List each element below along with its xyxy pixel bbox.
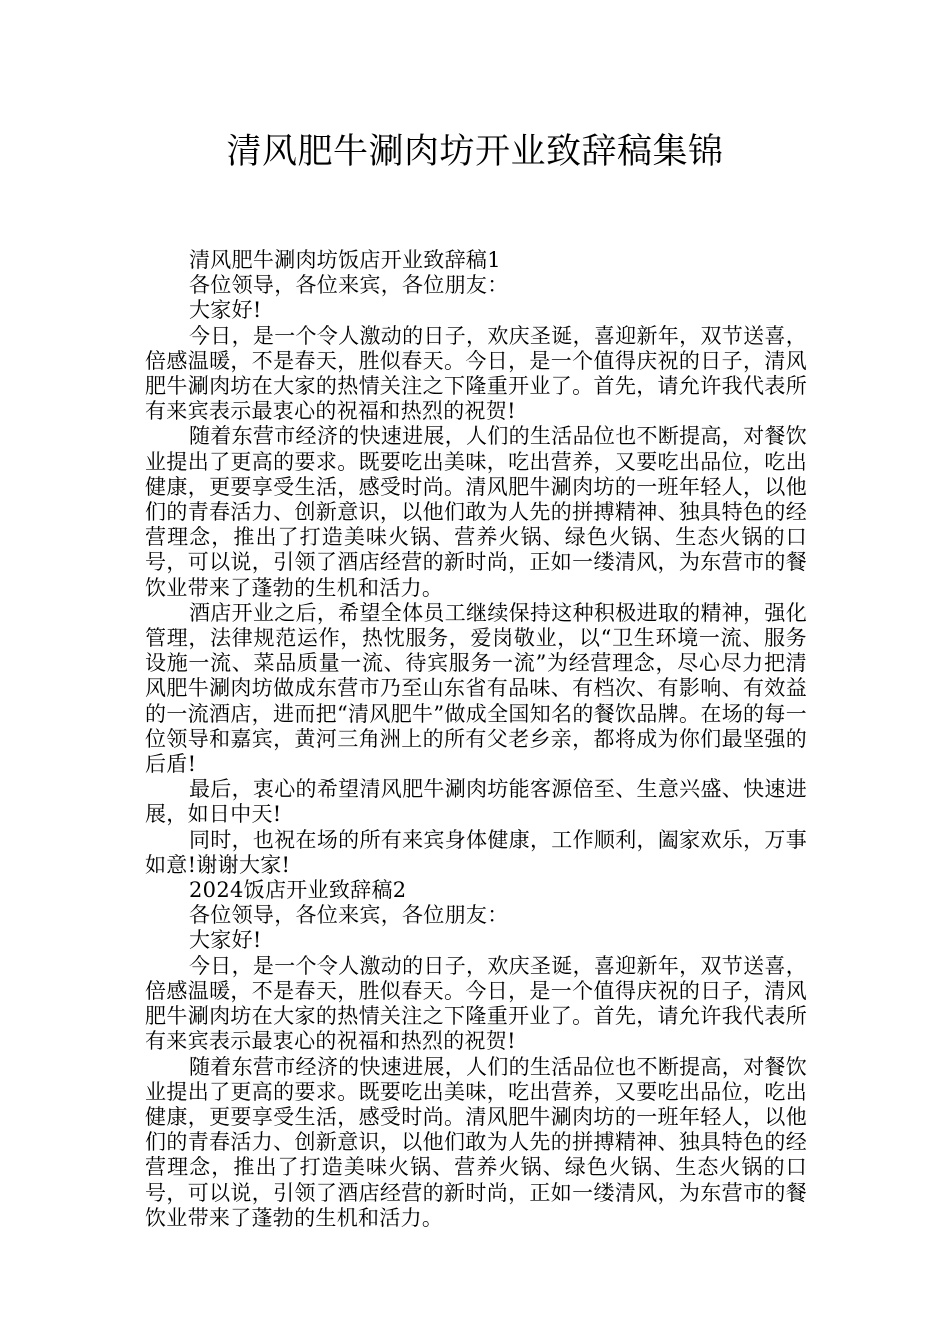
- section-heading-1: 清风肥牛涮肉坊饭店开业致辞稿1: [189, 248, 501, 272]
- document-title: 清风肥牛涮肉坊开业致辞稿集锦: [226, 132, 724, 172]
- salutation: 各位领导，各位来宾，各位朋友：: [189, 273, 509, 298]
- document-body: [145, 248, 807, 1231]
- body-paragraph: 随着东营市经济的快速进展，人们的生活品位也不断提高，对餐饮业提出了更高的要求。既要吃出美味，吃出营养，又要吃出品位，吃出健康，更要享受生活，感受时尚。清风肥牛涮肉坊的一班年轻人，以他们的青春活力、创新意识，以他们敢为人先的拼搏精神、独具特色的经营理念，推出了打造美味火锅、营养火锅、绿色火锅、生态火锅的口号，可以说，引领了酒店经营的新时尚，正如一缕清风，为东营市的餐饮业带来了蓬勃的生机和活力。: [145, 1054, 807, 1230]
- body-paragraph: 同时，也祝在场的所有来宾身体健康，工作顺利，阖家欢乐，万事如意!谢谢大家!: [145, 827, 807, 877]
- body-paragraph: 酒店开业之后，希望全体员工继续保持这种积极进取的精神，强化管理，法律规范运作，热忱服务，爱岗敬业，以“卫生环境一流、服务设施一流、菜品质量一流、待宾服务一流”为经营理念，尽心尽力把清风肥牛涮肉坊做成东营市乃至山东省有品味、有档次、有影响、有效益的一流酒店，进而把“清风肥牛”做成全国知名的餐饮品牌。在场的每一位领导和嘉宾，黄河三角洲上的所有父老乡亲，都将成为你们最坚强的后盾!: [145, 600, 807, 777]
- greeting: 大家好!: [189, 298, 262, 323]
- salutation: 各位领导，各位来宾，各位朋友：: [189, 903, 509, 928]
- body-paragraph: 今日，是一个令人激动的日子，欢庆圣诞，喜迎新年，双节送喜，倍感温暖，不是春天，胜似春天。今日，是一个值得庆祝的日子，清风肥牛涮肉坊在大家的热情关注之下隆重开业了。首先，请允许我代表所有来宾表示最衷心的祝福和热烈的祝贺!: [145, 953, 807, 1054]
- body-paragraph: 随着东营市经济的快速进展，人们的生活品位也不断提高，对餐饮业提出了更高的要求。既要吃出美味，吃出营养，又要吃出品位，吃出健康，更要享受生活，感受时尚。清风肥牛涮肉坊的一班年轻人，以他们的青春活力、创新意识，以他们敢为人先的拼搏精神、独具特色的经营理念，推出了打造美味火锅、营养火锅、绿色火锅、生态火锅的口号，可以说，引领了酒店经营的新时尚，正如一缕清风，为东营市的餐饮业带来了蓬勃的生机和活力。: [145, 424, 807, 600]
- section-heading-2: 2024饭店开业致辞稿2: [189, 878, 407, 903]
- greeting: 大家好!: [189, 928, 262, 953]
- body-paragraph: 最后，衷心的希望清风肥牛涮肉坊能客源倍至、生意兴盛、快速进展，如日中天!: [145, 777, 807, 827]
- body-paragraph: 今日，是一个令人激动的日子，欢庆圣诞，喜迎新年，双节送喜，倍感温暖，不是春天，胜似春天。今日，是一个值得庆祝的日子，清风肥牛涮肉坊在大家的热情关注之下隆重开业了。首先，请允许我代表所有来宾表示最衷心的祝福和热烈的祝贺!: [145, 323, 807, 424]
